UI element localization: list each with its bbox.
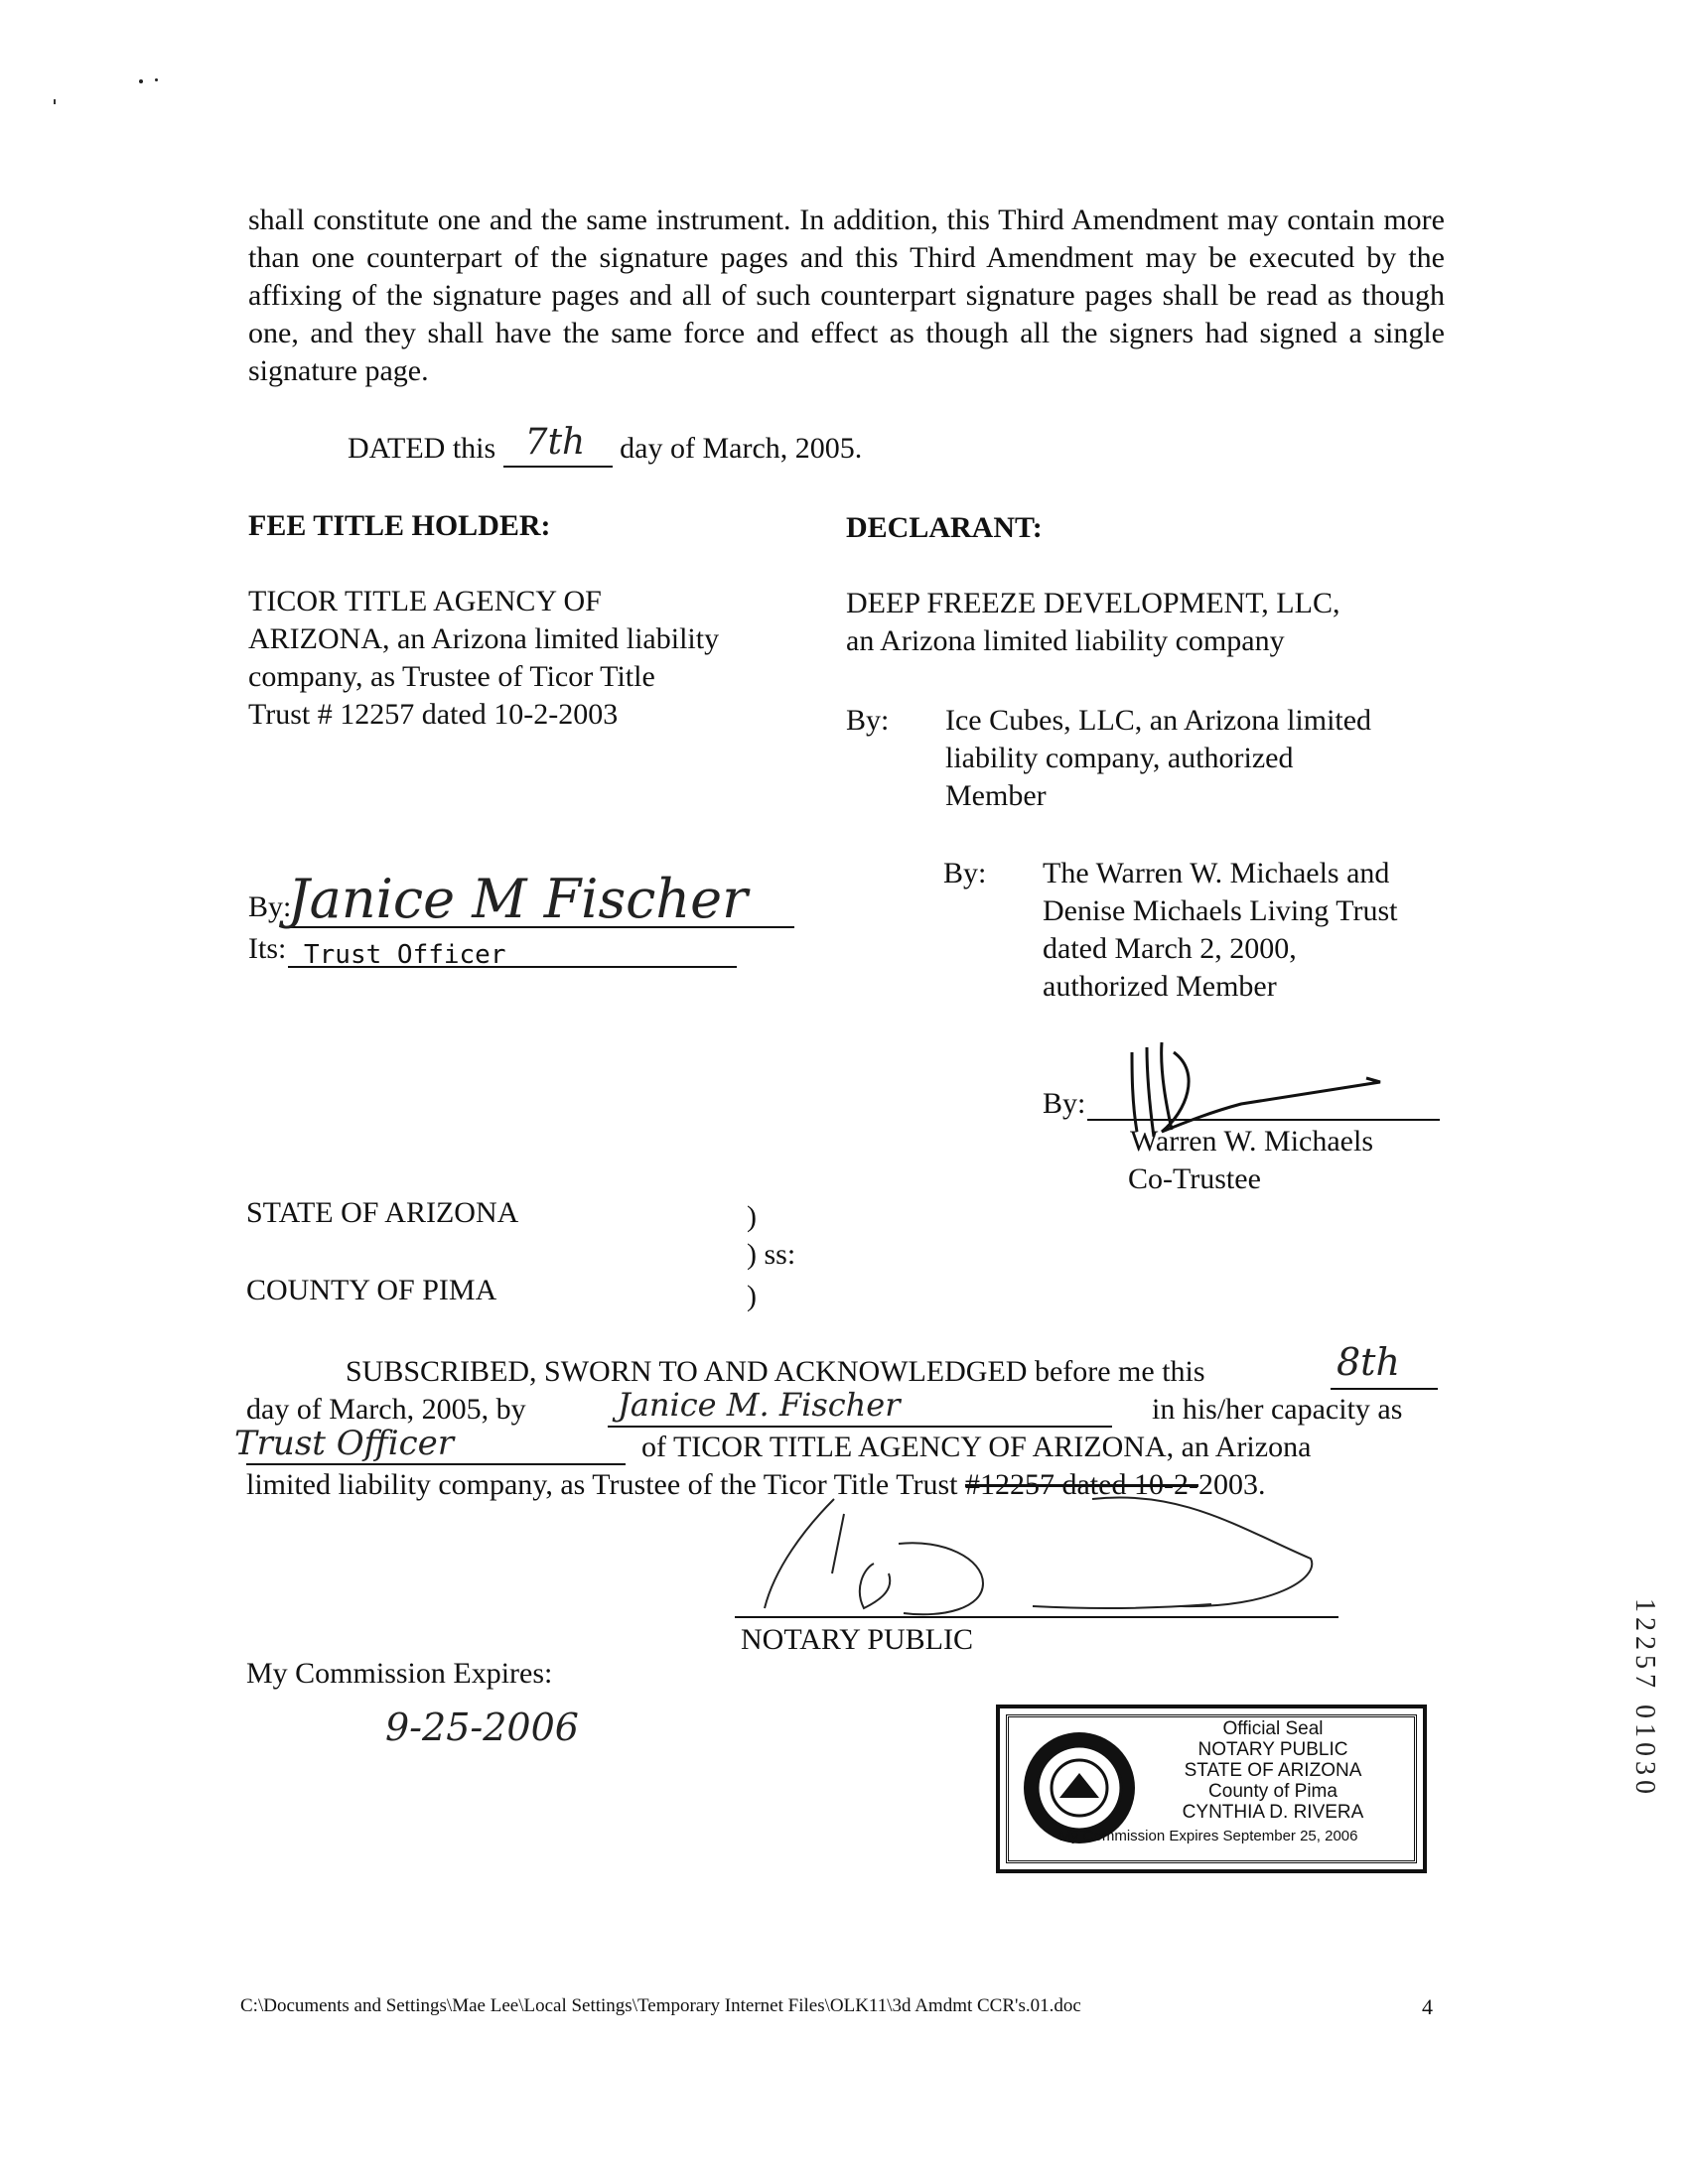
venue-ss: ) ss: bbox=[747, 1238, 796, 1271]
declarant-by1-line: Member bbox=[945, 779, 1047, 812]
declarant-by2-line: Denise Michaels Living Trust bbox=[1043, 894, 1398, 927]
scan-speck bbox=[54, 99, 56, 104]
declarant-by3-label: By: bbox=[1043, 1087, 1086, 1120]
fee-its-label: Its: bbox=[248, 932, 287, 965]
dated-day-blank bbox=[503, 422, 613, 468]
seal-line-notary: NOTARY PUBLIC bbox=[1197, 1739, 1348, 1760]
dated-prefix: DATED this bbox=[348, 432, 496, 465]
ack-line4-text: limited liability company, as Trustee of the Ticor Title Trust bbox=[246, 1468, 965, 1501]
margin-recording-stamp: 12257 01030 bbox=[1629, 1598, 1660, 1799]
footer-page-number: 4 bbox=[1422, 1994, 1433, 2019]
notary-seal bbox=[996, 1705, 1427, 1873]
ack-line2-prefix: day of March, 2005, by bbox=[246, 1393, 526, 1426]
ack-capacity-blank bbox=[246, 1463, 626, 1465]
seal-line-name: CYNTHIA D. RIVERA bbox=[1182, 1802, 1364, 1823]
fee-its-value: Trust Officer bbox=[304, 940, 506, 970]
notary-signature-scribble bbox=[715, 1489, 1331, 1628]
venue-state: STATE OF ARIZONA bbox=[246, 1196, 519, 1229]
dated-line bbox=[348, 422, 863, 468]
fee-by-label: By: bbox=[248, 890, 292, 923]
fee-title-holder-heading: FEE TITLE HOLDER: bbox=[248, 509, 551, 542]
ack-name-blank bbox=[608, 1426, 1112, 1428]
scan-speck bbox=[139, 79, 143, 83]
declarant-by2-line: authorized Member bbox=[1043, 970, 1277, 1003]
ack-line1: SUBSCRIBED, SWORN TO AND ACKNOWLEDGED before me this bbox=[346, 1355, 1205, 1388]
ack-line4-struck: #12257 dated 10-2- bbox=[964, 1468, 1198, 1501]
ack-line4-end: 2003. bbox=[1197, 1468, 1266, 1501]
declarant-by2-line: dated March 2, 2000, bbox=[1043, 932, 1297, 965]
seal-line-expires: My Commission Expires September 25, 2006 bbox=[1058, 1828, 1358, 1844]
fee-entity-line: TICOR TITLE AGENCY OF bbox=[248, 585, 602, 617]
declarant-entity-line: DEEP FREEZE DEVELOPMENT, LLC, bbox=[846, 587, 1340, 619]
declarant-signer-title: Co-Trustee bbox=[1128, 1162, 1261, 1195]
ack-day-blank bbox=[1331, 1388, 1438, 1390]
notary-label: NOTARY PUBLIC bbox=[741, 1623, 974, 1656]
declarant-signature-line bbox=[1087, 1119, 1440, 1121]
declarant-heading: DECLARANT: bbox=[846, 511, 1043, 544]
commission-date-handwriting: 9-25-2006 bbox=[385, 1706, 579, 1749]
seal-line-official: Official Seal bbox=[1222, 1718, 1324, 1739]
ack-day-handwriting: 8th bbox=[1336, 1340, 1400, 1384]
declarant-by1-label: By: bbox=[846, 704, 890, 737]
ack-line3: of TICOR TITLE AGENCY OF ARIZONA, an Arizona bbox=[641, 1431, 1312, 1463]
ack-capacity-handwriting: Trust Officer bbox=[234, 1424, 454, 1463]
footer-file-path: C:\Documents and Settings\Mae Lee\Local Settings\Temporary Internet Files\OLK11\3d Amdmt CCR's.01.doc bbox=[240, 1995, 1081, 2016]
venue-paren-bottom: ) bbox=[747, 1280, 757, 1312]
declarant-by1-line: liability company, authorized bbox=[945, 742, 1294, 774]
dated-day-handwriting: 7th bbox=[524, 422, 586, 463]
declarant-by2-line: The Warren W. Michaels and bbox=[1043, 857, 1390, 889]
body-paragraph: shall constitute one and the same instrument. In addition, this Third Amendment may contain more than one counterpart of the signature pages and this Third Amendment may be executed by the affixing of the signature pages and all of such counterpart signature pages shall be read as though one, and they shall have the same force and effect as though all the signers had signed a single signature page. bbox=[248, 204, 1445, 387]
signature-stroke bbox=[765, 1497, 1312, 1614]
ack-name-handwriting: Janice M. Fischer bbox=[618, 1386, 901, 1424]
declarant-signer-name: Warren W. Michaels bbox=[1130, 1125, 1374, 1158]
fee-entity-line: company, as Trustee of Ticor Title bbox=[248, 660, 655, 693]
scan-speck bbox=[155, 78, 158, 81]
declarant-by2-label: By: bbox=[943, 857, 987, 889]
fee-signature: Janice M Fischer bbox=[288, 868, 748, 930]
fee-entity-line: Trust # 12257 dated 10-2-2003 bbox=[248, 698, 619, 731]
declarant-entity-line: an Arizona limited liability company bbox=[846, 624, 1285, 657]
declarant-by1-line: Ice Cubes, LLC, an Arizona limited bbox=[945, 704, 1372, 737]
fee-entity-line: ARIZONA, an Arizona limited liability bbox=[248, 622, 720, 655]
seal-line-county: County of Pima bbox=[1208, 1781, 1337, 1802]
venue-paren-top: ) bbox=[747, 1200, 757, 1233]
dated-suffix: day of March, 2005. bbox=[620, 432, 863, 465]
seal-line-state: STATE OF ARIZONA bbox=[1184, 1760, 1362, 1781]
commission-label: My Commission Expires: bbox=[246, 1657, 553, 1690]
ack-line2-suffix: in his/her capacity as bbox=[1152, 1393, 1403, 1426]
notary-signature-line bbox=[735, 1616, 1338, 1618]
venue-county: COUNTY OF PIMA bbox=[246, 1274, 497, 1306]
